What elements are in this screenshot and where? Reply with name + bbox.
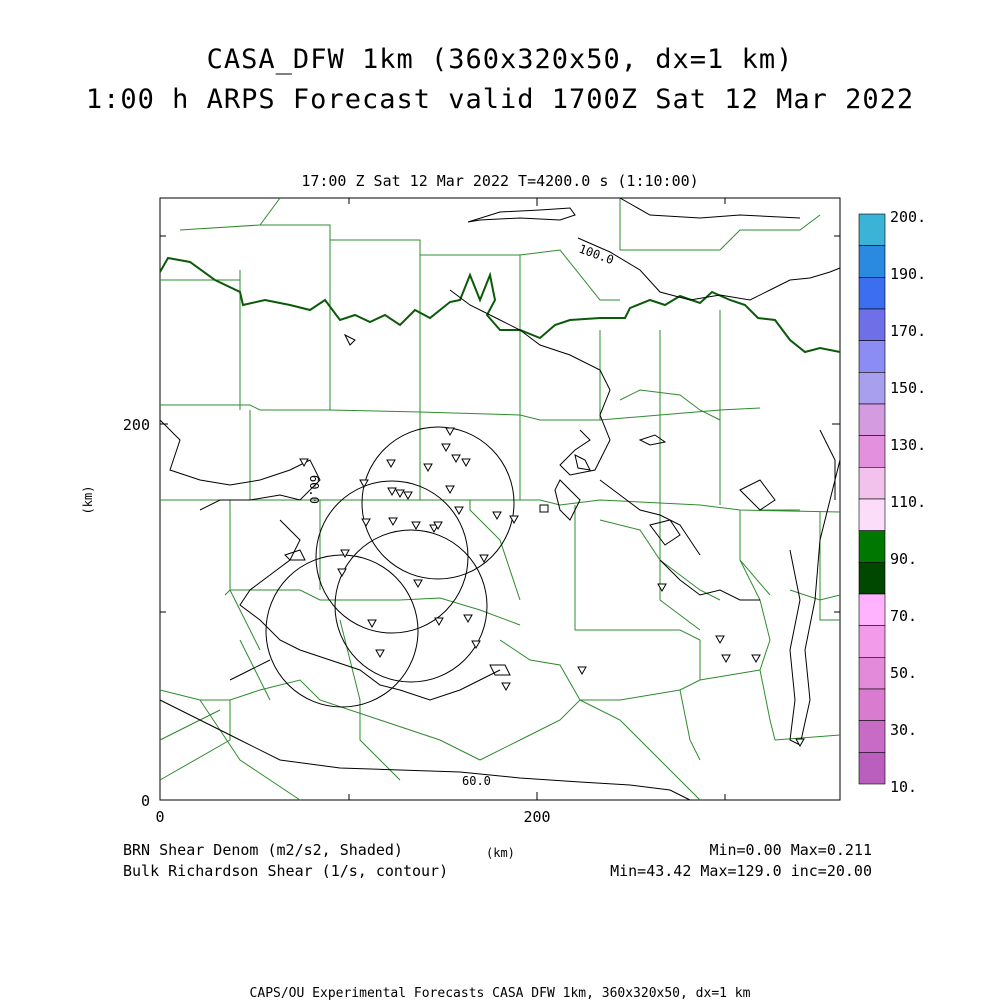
colorbar-swatch [859,372,885,404]
forecast-valid-title: 1:00 h ARPS Forecast valid 1700Z Sat 12 Mar 2022 [85,84,915,115]
map-title: CASA_DFW 1km (360x320x50, dx=1 km) [206,44,794,75]
colorbar-label: 150. [890,379,927,397]
colorbar-swatch [859,562,885,594]
colorbar-swatch [859,436,885,468]
contour-label: 60.0 [462,774,491,788]
footer-credit: CAPS/OU Experimental Forecasts CASA DFW 1km, 360x320x50, dx=1 km [249,986,751,1001]
colorbar-swatch [859,689,885,721]
colorbar-label: 10. [890,778,918,796]
colorbar [859,208,926,796]
x-tick-label: 0 [155,808,165,826]
colorbar-swatch [859,309,885,341]
map-frame [160,198,840,800]
colorbar-label: 170. [890,322,927,340]
contour-label: 100.0 [576,241,616,268]
colorbar-label: 70. [890,607,918,625]
colorbar-swatch [859,341,885,373]
contour-field-label: Bulk Richardson Shear (1/s, contour) [123,862,449,880]
colorbar-swatch [859,594,885,626]
colorbar-swatch [859,404,885,436]
colorbar-swatch [859,721,885,753]
x-axis-unit: (km) [486,846,515,860]
colorbar-label: 130. [890,436,927,454]
colorbar-swatch [859,214,885,246]
shaded-field-stats: Min=0.00 Max=0.211 [709,841,872,859]
colorbar-swatch [859,499,885,531]
colorbar-label: 50. [890,664,918,682]
colorbar-label: 90. [890,550,918,568]
x-tick-label: 200 [523,808,551,826]
y-tick-label: 0 [140,792,150,810]
colorbar-swatch [859,657,885,689]
colorbar-swatch [859,752,885,784]
colorbar-swatch [859,531,885,563]
colorbar-swatch [859,467,885,499]
colorbar-label: 190. [890,265,927,283]
colorbar-label: 30. [890,721,918,739]
time-subtitle: 17:00 Z Sat 12 Mar 2022 T=4200.0 s (1:10:00) [301,172,699,190]
colorbar-label: 110. [890,493,927,511]
contour-field-stats: Min=43.42 Max=129.0 inc=20.00 [610,862,872,880]
y-axis-unit: (km) [81,485,95,515]
colorbar-swatch [859,626,885,658]
colorbar-swatch [859,246,885,278]
colorbar-label: 200. [890,208,927,226]
contour-label: 60.0 [307,475,321,504]
colorbar-swatch [859,277,885,309]
shaded-field-label: BRN Shear Denom (m2/s2, Shaded) [123,841,403,859]
y-tick-label: 200 [122,416,150,434]
